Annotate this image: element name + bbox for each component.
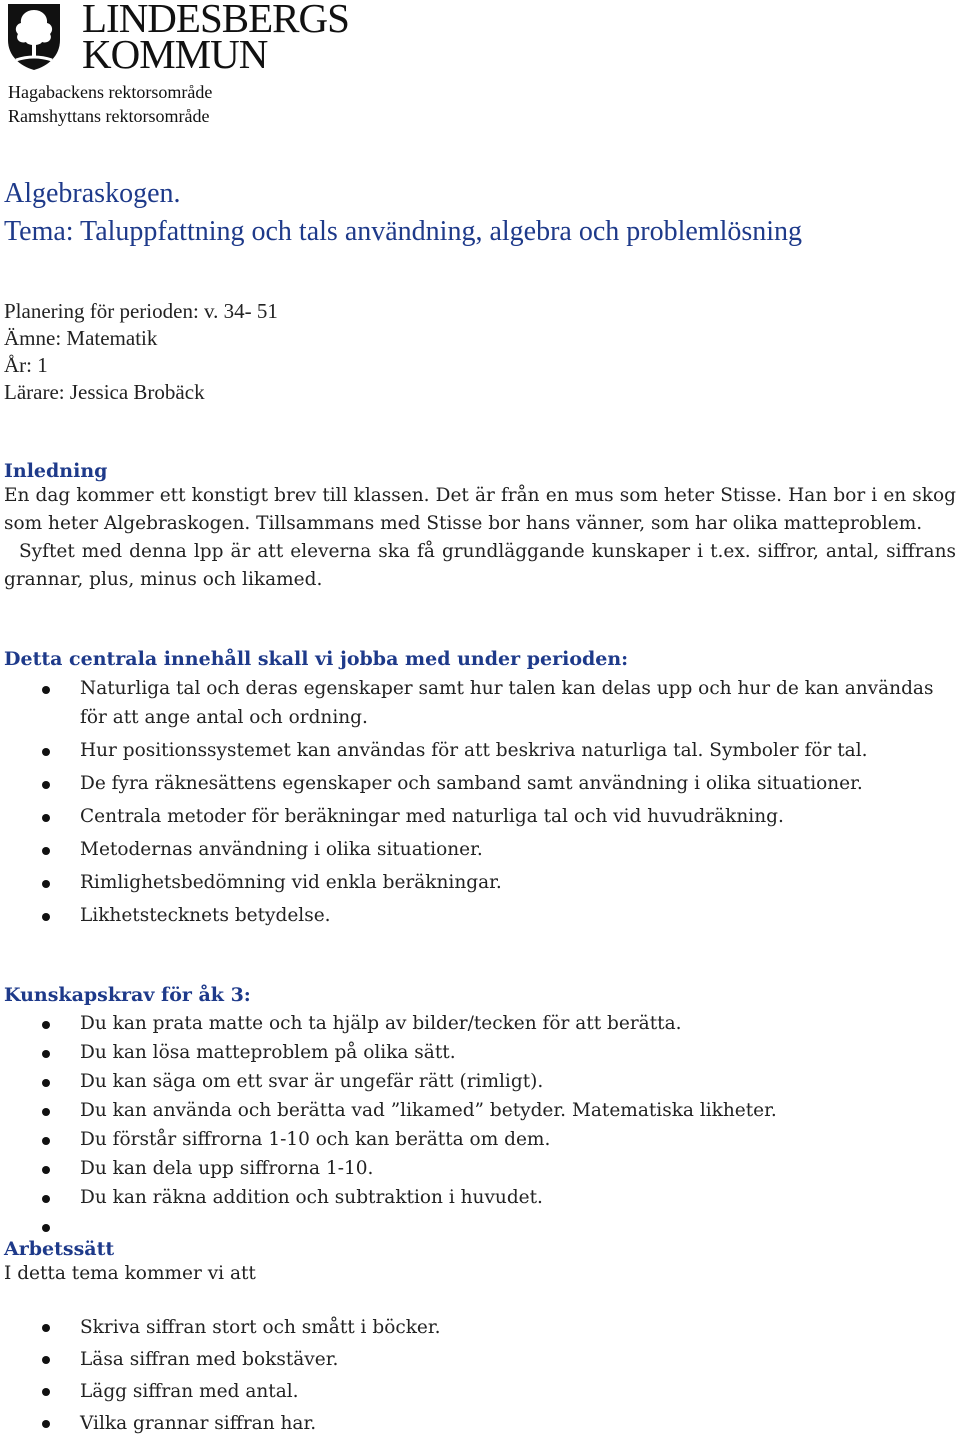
inledning-paragraph-2: Syftet med denna lpp är att eleverna ska få grundläggande kunskaper i t.ex. siffror, antal, siffrans grannar, plus, minus och likamed. (4, 541, 956, 590)
list-item: Vilka grannar siffran har. (4, 1408, 956, 1440)
list-item: Du kan räkna addition och subtraktion i huvudet. (4, 1183, 956, 1212)
title-line-1: Algebraskogen. (4, 178, 181, 209)
list-item: Likhetstecknets betydelse. (4, 901, 956, 930)
list-item: Centrala metoder för beräkningar med naturliga tal och vid huvudräkning. (4, 802, 956, 831)
section-centralt-innehall (4, 648, 956, 934)
list-item: Läsa siffran med bokstäver. (4, 1344, 956, 1376)
meta-period: Planering för perioden: v. 34- 51 (4, 299, 278, 323)
municipality-emblem-icon (4, 2, 64, 72)
list-item: Du kan lösa matteproblem på olika sätt. (4, 1038, 956, 1067)
kunskapskrav-list (4, 1009, 956, 1237)
heading-kunskapskrav: Kunskapskrav för åk 3: (4, 984, 251, 1006)
section-kunskapskrav (4, 984, 956, 1237)
list-item: Rimlighetsbedömning vid enkla beräkningar. (4, 868, 956, 897)
list-item: Du kan säga om ett svar är ungefär rätt (rimligt). (4, 1067, 956, 1096)
centralt-list (4, 674, 956, 930)
heading-centralt-innehall: Detta centrala innehåll skall vi jobba med under perioden: (4, 648, 629, 670)
list-item: Du kan dela upp siffrorna 1-10. (4, 1154, 956, 1183)
meta-teacher: Lärare: Jessica Brobäck (4, 380, 205, 404)
org-line-2: Ramshyttans rektorsområde (8, 106, 210, 126)
arbetssatt-lead: I detta tema kommer vi att (4, 1263, 256, 1284)
document-title (4, 175, 802, 251)
list-item: Metodernas användning i olika situationer. (4, 835, 956, 864)
list-item: De fyra räknesättens egenskaper och samband samt användning i olika situationer. (4, 769, 956, 798)
organization-lines (8, 80, 212, 128)
planning-meta (4, 298, 278, 406)
list-item: Naturliga tal och deras egenskaper samt hur talen kan delas upp och hur de kan användas för att ange antal och ordning. (4, 674, 956, 732)
list-item: Du förstår siffrorna 1-10 och kan berätta om dem. (4, 1125, 956, 1154)
inledning-paragraph-1: En dag kommer ett konstigt brev till klassen. Det är från en mus som heter Stisse. Han bor i en skog som heter Algebraskogen. Tillsammans med Stisse bor hans vänner, som har olika matteproblem. (4, 485, 956, 534)
list-item: Du kan prata matte och ta hjälp av bilder/tecken för att berätta. (4, 1009, 956, 1038)
empty-list-item (4, 1212, 956, 1237)
list-item: Du kan använda och berätta vad ”likamed” betyder. Matematiska likheter. (4, 1096, 956, 1125)
list-item: Skriva siffran stort och smått i böcker. (4, 1312, 956, 1344)
section-arbetssatt (4, 1238, 956, 1440)
list-item: Hur positionssystemet kan användas för att beskriva naturliga tal. Symboler för tal. (4, 736, 956, 765)
meta-subject: Ämne: Matematik (4, 326, 158, 350)
meta-year: År: 1 (4, 353, 48, 377)
arbetssatt-list (4, 1312, 956, 1440)
section-inledning (4, 460, 956, 594)
wordmark-line-2: KOMMUN (82, 31, 268, 77)
municipality-wordmark (82, 0, 349, 77)
org-line-1: Hagabackens rektorsområde (8, 82, 213, 102)
heading-inledning: Inledning (4, 460, 108, 482)
list-item: Lägg siffran med antal. (4, 1376, 956, 1408)
title-line-2: Tema: Taluppfattning och tals användning, algebra och problemlösning (4, 216, 803, 247)
heading-arbetssatt: Arbetssätt (4, 1238, 115, 1260)
letterhead (4, 0, 364, 130)
wordmark-line-1: LINDESBERGS (82, 0, 349, 41)
